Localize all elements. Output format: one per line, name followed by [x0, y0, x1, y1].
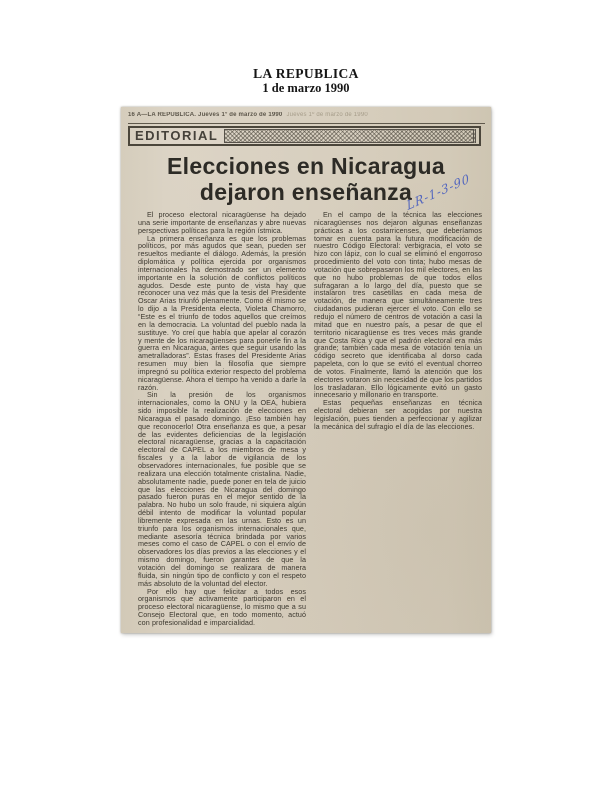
article-paragraph: Por ello hay que felicitar a todos esos organismos que activamente participaron en el proceso electoral nicaragüense, lo mismo que a su Consejo Electoral que, en todo momento, actuó con profesionalidad e imparcialidad. [138, 586, 306, 627]
handwritten-date-note: LR-1-3-90 [405, 171, 472, 213]
document-title [0, 66, 612, 95]
headline-line-1: Elecciones en Nicaragua [167, 153, 445, 179]
decorative-pattern-bar [224, 129, 476, 143]
section-label: EDITORIAL [135, 128, 219, 143]
article-headline [121, 153, 491, 205]
masthead-text: 16 A—LA REPUBLICA. Jueves 1º de marzo de 1990 [128, 112, 283, 118]
clipping-masthead [128, 112, 485, 124]
article-paragraph: La primera enseñanza es que los problemas políticos, por más agudos que sean, pueden ser resueltos mediante el diálogo. Además, la presión diplomática y política ejercida por organismos internacionales ha demostrado ser un elemento importante en la solución de conflictos políticos agudos. Desde este punto de vista hay que reconocer una vez más que la tesis del Presidente Oscar Arias triunfó plenamente. Como él mismo se lo dijo a la Presidenta electa, Violeta Chamorro, “Este es el triunfo de todos aquellos que creímos en la democracia. La voluntad del pueblo nada la sustituye. Yo creí que había que apelar al corazón y mente de los nicaragüenses para ponerle fin a la guerra en Nicaragua, antes que seguir usando las ametralladoras”. Estas frases del Presidente Arias resumen muy bien la filosofía que siempre impregnó su política exterior respecto del problema nicaragüense. Ahora el tiempo ha venido a darle la razón. [138, 233, 306, 392]
article-paragraph: Sin la presión de los organismos internacionales, como la ONU y la OEA, hubiera sido imposible la realización de elecciones en Nicaragua el pasado domingo. ¡Eso también hay que reconocerlo! Otra enseñanza es que, a pesar de las evidentes deficiencias de la legislación electoral nicaragüense, gracias a la capacitación electoral de CAPEL a los miembros de mesa y fiscales y a la labor de vigilancia de los observadores internacionales, fue posible que se realizara una elección totalmente cristalina. Nadie, absolutamente nadie, puede poner en tela de juicio que las elecciones de Nicaragua del domingo pasado fueron puras en el mejor sentido de la palabra. No hubo un solo fraude, ni siquiera algún débil intento de modificar la voluntad popular libremente expresada en las urnas. Esto es un triunfo para los organismos internacionales que, mediante asesoría técnica brindada por varios meses como el caso de CAPEL o con el envío de observadores los días previos a las elecciones y el mismo domingo, fueron garantes de que la votación del domingo se realizara de manera fluida, sin ningún tipo de conflicto y con el respeto más absoluto de la voluntad del elector. [138, 390, 306, 588]
document-title-text: LA REPUBLICA [253, 66, 359, 81]
headline-line-2: dejaron enseñanza [199, 179, 413, 205]
article-paragraph: Estas pequeñas enseñanzas en técnica electoral debieran ser acogidas por nuestra legislación, pues tienden a perfeccionar y agilizar la mecánica del sufragio el día de las elecciones. [314, 398, 482, 431]
article-paragraph: En el campo de la técnica las elecciones nicaragüenses nos dejaron algunas enseñanzas prácticas a los costarricenses, que deberíamos tomar en cuenta para la futura modificación de nuestro Código Electoral: verbigracia, el voto se hizo con lápiz, con lo cual se eliminó el engorroso procedimiento del voto con tinta; hubo mesas de votación que sobrepasaron los mil electores, en las que no hubo problemas de que todos ellos sufragaran a lo largo del día, puesto que se instalaron tres casetillas en cada mesa de votación, de manera que simultáneamente tres ciudadanos pudieran ejercer el voto. Con ello se redujo el número de centros de votación a casi la mitad que en nuestro país, a pesar de que el territorio nicaragüense es tres veces más grande que Costa Rica y que el padrón electoral era más grande; también cada mesa de votación tenía un código secreto que identificaba al dorso cada papeleta, con lo que se evitó el eventual chorreo de votos. Finalmente, llamó la atención que los electores votaron sin necesidad de que los partidos los trasladaran. Ello lógicamente evitó un gasto innecesario y millonario en transporte. [314, 211, 482, 400]
article-paragraph: El proceso electoral nicaragüense ha dejado una serie importante de enseñanzas y abre nuevas perspectivas políticas para la región ístmica. [138, 211, 306, 235]
article-columns [138, 211, 482, 633]
document-date-text: 1 de marzo 1990 [262, 81, 350, 95]
newspaper-clipping [121, 107, 491, 633]
masthead-ghost-text: Jueves 1º de marzo de 1990 [286, 112, 368, 118]
editorial-section-header [128, 126, 481, 146]
